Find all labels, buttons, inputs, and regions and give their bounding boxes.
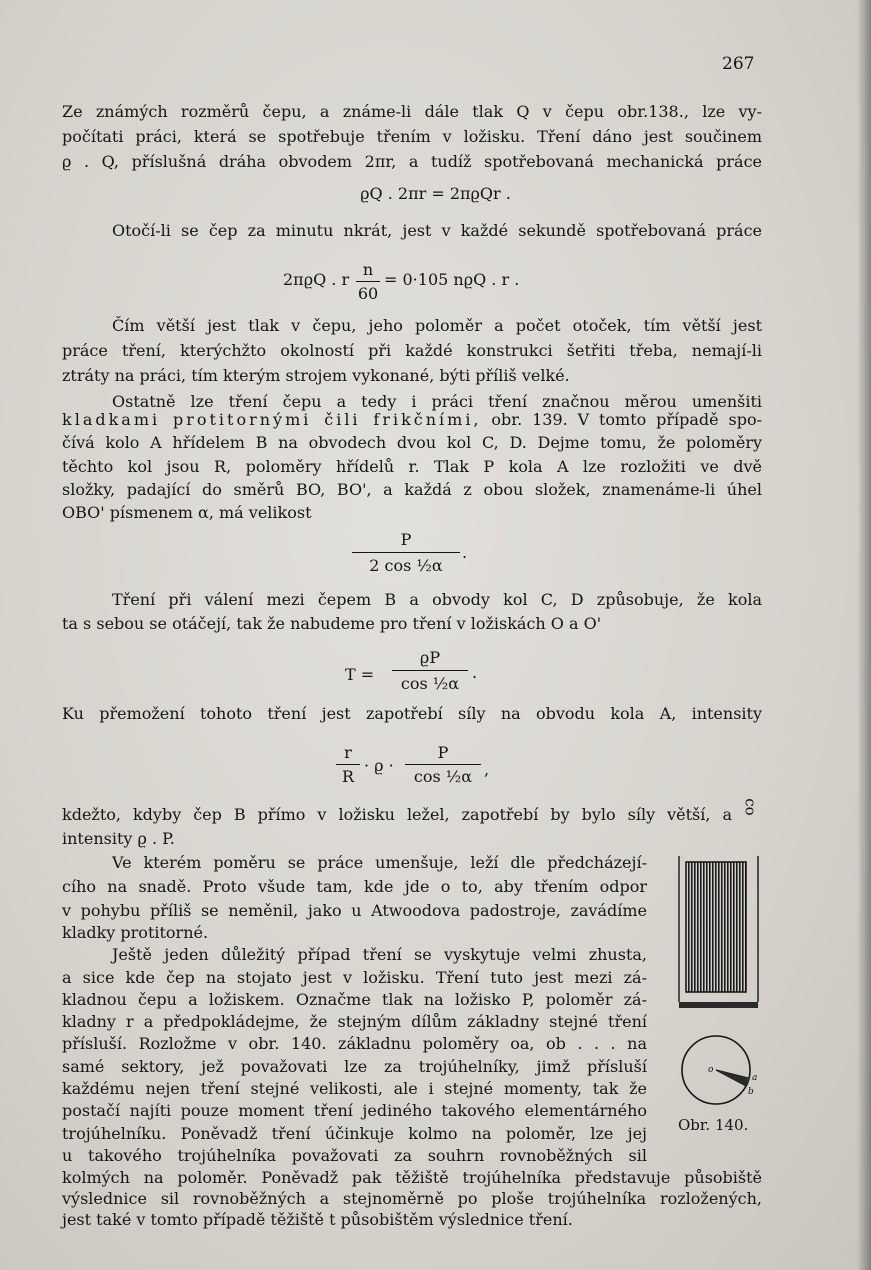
- eq5-tail: ,: [484, 760, 490, 779]
- equation-1: ϱQ . 2πr = 2πϱQr .: [360, 184, 511, 203]
- eq3-fraction-bar: [352, 552, 460, 553]
- eq2-left: 2πϱQ . r: [283, 270, 350, 289]
- margin-note: co: [741, 798, 760, 816]
- text-line: trojúhelníku. Poněvadž tření účinkuje kolmo na poloměr, lze jej: [62, 1124, 647, 1143]
- eq5-denominator-1: R: [341, 767, 355, 786]
- eq5-denominator-2: cos ½α: [413, 767, 473, 786]
- text-line: Tření při válení mezi čepem B a obvody kol C, D způsobuje, že kola: [112, 590, 762, 609]
- page-number: 267: [722, 54, 755, 74]
- text-line: kladky protitorné.: [62, 923, 209, 942]
- text-line: postačí najíti pouze moment tření jediného takového elementárného: [62, 1101, 647, 1120]
- text-line: intensity ϱ . P.: [62, 829, 175, 848]
- text-line: kladnou čepu a ložiskem. Označme tlak na ložisko P, poloměr zá-: [62, 990, 647, 1009]
- figure-caption: Obr. 140.: [678, 1116, 749, 1134]
- sector-circle-figure: [676, 1030, 766, 1118]
- text-line: ztráty na práci, tím kterým strojem vykonané, býti příliš velké.: [62, 366, 570, 385]
- eq4-fraction-bar: [392, 670, 468, 671]
- eq4-numerator: ϱP: [419, 648, 441, 667]
- eq3-tail: .: [462, 543, 468, 562]
- text-line: každému nejen tření stejné velikosti, ale i stejné momenty, tak že: [62, 1079, 647, 1098]
- text-line: ϱ . Q, příslušná dráha obvodem 2πr, a tudíž spotřebovaná mechanická práce: [62, 152, 762, 171]
- eq2-numerator: n: [362, 260, 374, 279]
- pivot-cylinder-figure: [676, 852, 766, 1012]
- eq5-fraction-bar-2: [405, 764, 481, 765]
- text-line: Ku přemožení tohoto tření jest zapotřebí síly na obvodu kola A, intensity: [62, 704, 762, 723]
- text-line: kdežto, kdyby čep B přímo v ložisku ležel, zapotřebí by bylo síly větší, a: [62, 805, 732, 824]
- text-line: těchto kol jsou R, poloměry hřídelů r. Tlak P kola A lze rozložiti ve dvě: [62, 457, 762, 476]
- eq4-denominator: cos ½α: [400, 674, 460, 693]
- text-line: Ve kterém poměru se práce umenšuje, leží dle předcházejí-: [112, 853, 647, 872]
- eq2-denominator: 60: [357, 284, 379, 303]
- label-o: o: [708, 1065, 714, 1075]
- text-line: Čím větší jest tlak v čepu, jeho poloměr a počet otoček, tím větší jest: [112, 316, 762, 335]
- text-line: samé sektory, jež považovati lze za trojúhelníky, jimž přísluší: [62, 1057, 647, 1076]
- eq3-denominator: 2 cos ½α: [369, 556, 443, 575]
- text-line: OBO' písmenem α, má velikost: [62, 503, 312, 522]
- spaced-term: kladkami protitornými čili frikčními,: [62, 410, 482, 429]
- text-line: cího na snadě. Proto všude tam, kde jde o to, aby třením odpor: [62, 877, 647, 896]
- label-b: b: [748, 1087, 754, 1097]
- eq5-numerator-2: P: [437, 743, 449, 762]
- text-line-spaced: [62, 410, 762, 430]
- text-line: kolmých na poloměr. Poněvadž pak těžiště trojúhelníka představuje působiště: [62, 1168, 762, 1187]
- eq5-fraction-bar-1: [336, 764, 360, 765]
- text-line: počítati práci, která se spotřebuje třením v ložisku. Tření dáno jest součinem: [62, 127, 762, 146]
- eq3-numerator: P: [400, 530, 412, 549]
- text-line: přísluší. Rozložme v obr. 140. základnu poloměry oa, ob . . . na: [62, 1034, 647, 1053]
- eq2-fraction-bar: [356, 281, 380, 282]
- text-line: čívá kolo A hřídelem B na obvodech dvou kol C, D. Dejme tomu, že poloměry: [62, 433, 762, 452]
- text-span: obr. 139. V tomto případě spo-: [491, 410, 762, 429]
- text-line: u takového trojúhelníka považovati za souhrn rovnoběžných sil: [62, 1146, 647, 1165]
- eq5-numerator-1: r: [344, 743, 352, 762]
- text-line: kladny r a předpokládejme, že stejným dílům základny stejné tření: [62, 1012, 647, 1031]
- text-line: složky, padající do směrů BO, BO', a každá z obou složek, znamenáme-li úhel: [62, 480, 762, 499]
- text-line: Ze známých rozměrů čepu, a známe-li dále tlak Q v čepu obr.138., lze vy-: [62, 102, 762, 121]
- label-a: a: [752, 1073, 758, 1083]
- eq5-middle: · ϱ ·: [364, 756, 394, 775]
- text-line: jest také v tomto případě těžiště t působištěm výslednice tření.: [62, 1210, 573, 1229]
- text-line: a sice kde čep na stojato jest v ložisku. Tření tuto jest mezi zá-: [62, 968, 647, 987]
- text-line: Ostatně lze tření čepu a tedy i práci tření značnou měrou umenšiti: [112, 392, 762, 411]
- text-line: výslednice sil rovnoběžných a stejnoměrně po ploše trojúhelníka rozložených,: [62, 1189, 762, 1208]
- eq4-left: T =: [345, 665, 375, 684]
- text-line: ta s sebou se otáčejí, tak že nabudeme pro tření v ložiskách O a O': [62, 614, 602, 633]
- eq2-right: = 0·105 nϱQ . r .: [384, 270, 520, 289]
- text-line: Ještě jeden důležitý případ tření se vyskytuje velmi zhusta,: [112, 945, 647, 964]
- eq4-tail: .: [472, 663, 478, 682]
- text-line: práce tření, kterýchžto okolností při každé konstrukci šetřiti třeba, nemají-li: [62, 341, 762, 360]
- text-line: v pohybu příliš se neměnil, jako u Atwoodova padostroje, zavádíme: [62, 901, 647, 920]
- text-line: Otočí-li se čep za minutu nkrát, jest v každé sekundě spotřebovaná práce: [112, 221, 762, 240]
